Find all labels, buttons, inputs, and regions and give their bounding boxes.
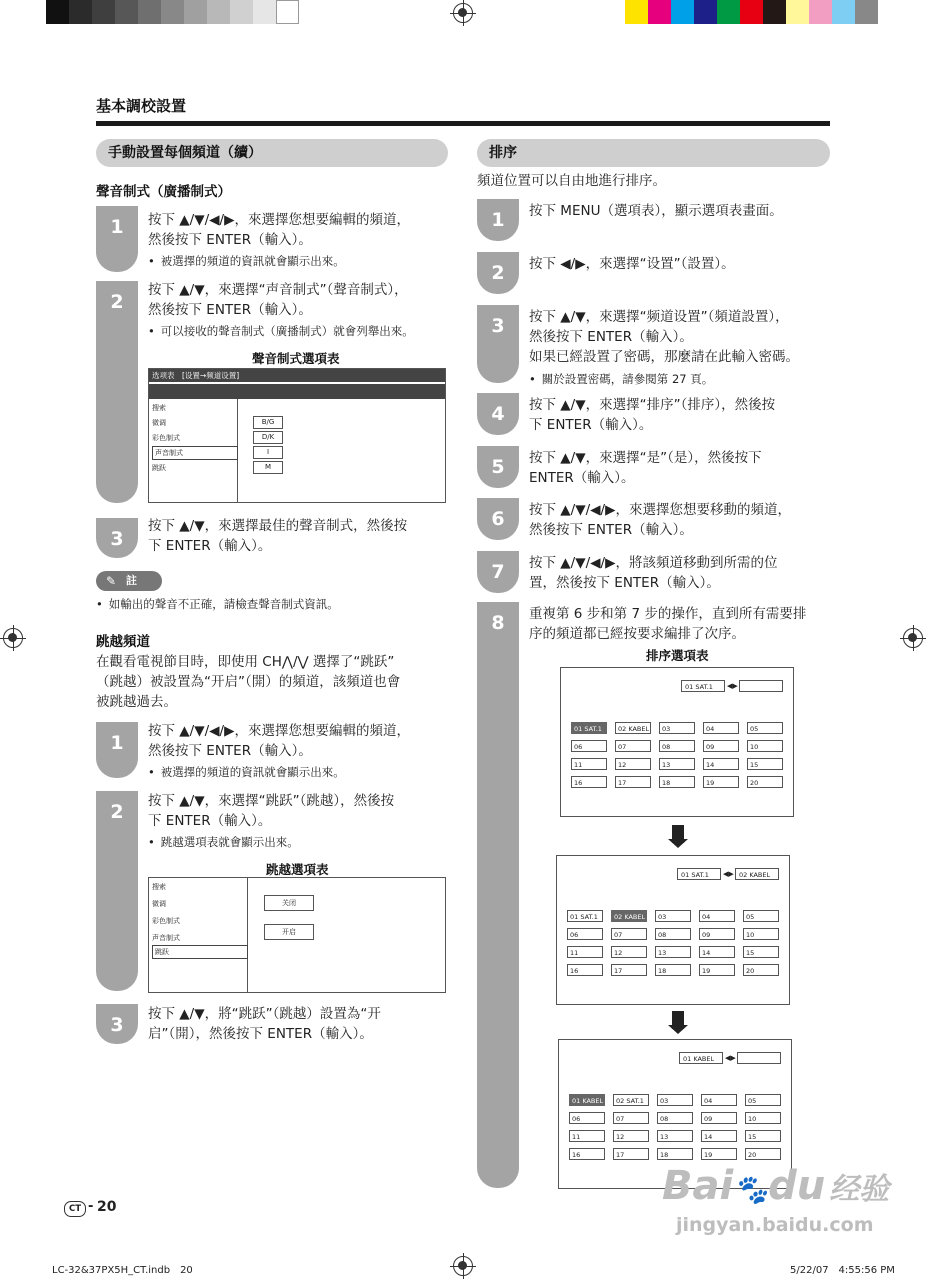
- sound-system-heading: 聲音制式（廣播制式）: [96, 184, 231, 200]
- registration-mark-icon: [903, 628, 923, 648]
- step-bullet: • 被選擇的頻道的資訊就會顯示出來。: [148, 253, 345, 269]
- channel-cell[interactable]: 04: [699, 910, 735, 922]
- step-text: 按下 MENU（選項表），顯示選項表畫面。: [529, 203, 783, 219]
- sort-target-field: 02 KABEL: [735, 868, 779, 880]
- color-swatch: [855, 0, 878, 24]
- channel-cell[interactable]: 14: [699, 946, 735, 958]
- header-rule: [96, 121, 830, 126]
- sort-menu-caption: 排序選項表: [646, 648, 709, 663]
- step-text: 按下 ▲/▼，來選擇“频道设置”（頻道設置）， 然後按下 ENTER（輸入）。 如果已經設置了密碼，那麼請在此輸入密碼。: [529, 309, 799, 365]
- gray-swatch: [92, 0, 115, 24]
- channel-cell[interactable]: 19: [701, 1148, 737, 1160]
- step-text: 按下 ◀/▶，來選擇“设置”（設置）。: [529, 256, 735, 272]
- menu-item-selected[interactable]: 声音制式: [152, 446, 238, 460]
- channel-cell[interactable]: 07: [613, 1112, 649, 1124]
- menu-item[interactable]: 搜索: [152, 883, 166, 891]
- step-text: 按下 ▲/▼/◀/▶，來選擇您想要編輯的頻道， 然後按下 ENTER（輸入）。: [148, 212, 410, 248]
- menu-item[interactable]: 彩色制式: [152, 434, 180, 442]
- channel-cell[interactable]: 11: [567, 946, 603, 958]
- sort-source-field: 01 KABEL: [679, 1052, 723, 1064]
- section-title-manual-setup: 手動設置每個頻道（續）: [96, 139, 448, 167]
- step-marker: 2: [96, 281, 138, 503]
- sound-option-button[interactable]: M: [253, 461, 283, 474]
- watermark-logo: Bai🐾du 经验: [662, 1163, 890, 1209]
- step-text: 按下 ▲/▼，來選擇“声音制式”（聲音制式）， 然後按下 ENTER（輸入）。: [148, 282, 408, 318]
- channel-cell[interactable]: 02 KABEL: [615, 722, 651, 734]
- gray-swatch: [138, 0, 161, 24]
- channel-cell[interactable]: 05: [747, 722, 783, 734]
- channel-cell[interactable]: 13: [657, 1130, 693, 1142]
- step-bullet: • 關於設置密碼，請參閱第 27 頁。: [529, 371, 713, 387]
- channel-cell[interactable]: 15: [747, 758, 783, 770]
- page-badge: CT: [64, 1201, 86, 1217]
- sort-source-field: 01 SAT.1: [677, 868, 721, 880]
- page-number: 20: [97, 1199, 117, 1215]
- sort-target-field: [737, 1052, 781, 1064]
- menu-item-selected[interactable]: 跳跃: [152, 945, 248, 959]
- channel-cell[interactable]: 11: [571, 758, 607, 770]
- step-marker: 1: [96, 722, 138, 778]
- step-bullet: • 被選擇的頻道的資訊就會顯示出來。: [148, 764, 345, 780]
- step-text: 按下 ▲/▼，將“跳跃”（跳越）設置為“开 启”（開），然後按下 ENTER（輸入）。: [148, 1006, 381, 1042]
- menu-item[interactable]: 微调: [152, 900, 166, 908]
- footer-file: LC-32&37PX5H_CT.indb 20: [52, 1265, 193, 1276]
- color-swatch: [625, 0, 648, 24]
- channel-cell[interactable]: 05: [745, 1094, 781, 1106]
- channel-cell[interactable]: 06: [569, 1112, 605, 1124]
- registration-mark-icon: [3, 628, 23, 648]
- step-marker: 2: [96, 791, 138, 991]
- step-marker: 5: [477, 446, 519, 488]
- note-label: ✎ 註: [96, 571, 162, 591]
- skip-menu-caption: 跳越選項表: [266, 862, 329, 877]
- step-marker: 7: [477, 551, 519, 593]
- step-marker: 8: [477, 602, 519, 1188]
- channel-cell[interactable]: 02 SAT.1: [613, 1094, 649, 1106]
- step-bullet: • 跳越選項表就會顯示出來。: [148, 834, 299, 850]
- gray-swatch: [276, 0, 299, 24]
- step-marker: 1: [477, 199, 519, 241]
- channel-cell[interactable]: 01 SAT.1: [567, 910, 603, 922]
- menu-band: [149, 384, 445, 399]
- channel-cell[interactable]: 07: [611, 928, 647, 940]
- gray-swatch: [69, 0, 92, 24]
- step-text: 按下 ▲/▼，來選擇“排序”（排序），然後按 下 ENTER（輸入）。: [529, 397, 776, 433]
- color-swatch: [832, 0, 855, 24]
- menu-item[interactable]: 搜索: [152, 404, 166, 412]
- color-swatch: [648, 0, 671, 24]
- paperclip-icon: ✎: [106, 574, 117, 588]
- channel-cell[interactable]: 08: [655, 928, 691, 940]
- sound-option-button[interactable]: B/G: [253, 416, 283, 429]
- channel-cell[interactable]: 06: [571, 740, 607, 752]
- channel-cell[interactable]: 08: [659, 740, 695, 752]
- channel-cell[interactable]: 12: [613, 1130, 649, 1142]
- watermark-url: jingyan.baidu.com: [676, 1214, 874, 1236]
- down-arrow-icon: [672, 825, 684, 843]
- sort-menu-grid: [560, 667, 794, 817]
- step-text: 重複第 6 步和第 7 步的操作，直到所有需要排 序的頻道都已經按要求編排了次序。: [529, 606, 807, 642]
- channel-cell[interactable]: 03: [655, 910, 691, 922]
- step-text: 按下 ▲/▼，來選擇最佳的聲音制式，然後按 下 ENTER（輸入）。: [148, 518, 408, 554]
- channel-cell[interactable]: 18: [657, 1148, 693, 1160]
- step-bullet: • 可以接收的聲音制式（廣播制式）就會列舉出來。: [148, 323, 414, 339]
- channel-cell[interactable]: 16: [571, 776, 607, 788]
- skip-intro: 在觀看電視節目時，即使用 CH⋀/⋁ 選擇了“跳跃” （跳越）被設置為“开启”（開）的頻道，該頻道也會 被跳越過去。: [96, 654, 401, 710]
- channel-cell[interactable]: 14: [701, 1130, 737, 1142]
- gray-swatch: [253, 0, 276, 24]
- step-marker: 1: [96, 206, 138, 272]
- step-text: 按下 ▲/▼/◀/▶，來選擇您想要編輯的頻道， 然後按下 ENTER（輸入）。: [148, 723, 410, 759]
- swap-arrows-icon: ◀▶: [725, 1054, 736, 1062]
- sound-option-button[interactable]: I: [253, 446, 283, 459]
- page-title: 基本調校設置: [96, 97, 187, 115]
- channel-cell[interactable]: 03: [659, 722, 695, 734]
- channel-cell[interactable]: 10: [747, 740, 783, 752]
- step-marker: 2: [477, 252, 519, 294]
- channel-cell[interactable]: 19: [703, 776, 739, 788]
- channel-cell[interactable]: 20: [743, 964, 779, 976]
- channel-cell[interactable]: 08: [657, 1112, 693, 1124]
- menu-item[interactable]: 彩色制式: [152, 917, 180, 925]
- channel-cell[interactable]: 19: [699, 964, 735, 976]
- step-marker: 3: [96, 1004, 138, 1044]
- channel-cell[interactable]: 05: [743, 910, 779, 922]
- channel-cell[interactable]: 17: [611, 964, 647, 976]
- section-title-sorting: 排序: [477, 139, 830, 167]
- step-marker: 6: [477, 498, 519, 540]
- menu-item[interactable]: 声音制式: [152, 934, 180, 942]
- menu-item[interactable]: 微调: [152, 419, 166, 427]
- channel-cell[interactable]: 18: [659, 776, 695, 788]
- channel-cell[interactable]: 10: [743, 928, 779, 940]
- sound-system-menu: [148, 368, 446, 503]
- sort-target-field: [739, 680, 783, 692]
- channel-cell[interactable]: 15: [745, 1130, 781, 1142]
- color-swatch: [671, 0, 694, 24]
- step-marker: 3: [477, 305, 519, 383]
- channel-cell[interactable]: 01 KABEL: [569, 1094, 605, 1106]
- channel-cell[interactable]: 16: [569, 1148, 605, 1160]
- color-swatch: [786, 0, 809, 24]
- channel-cell[interactable]: 06: [567, 928, 603, 940]
- menu-item[interactable]: 跳跃: [152, 464, 166, 472]
- step-text: 按下 ▲/▼/◀/▶，來選擇您想要移動的頻道， 然後按下 ENTER（輸入）。: [529, 502, 791, 538]
- channel-cell[interactable]: 20: [747, 776, 783, 788]
- channel-cell[interactable]: 09: [701, 1112, 737, 1124]
- channel-cell[interactable]: 09: [703, 740, 739, 752]
- gray-swatch: [46, 0, 69, 24]
- note-text: • 如輸出的聲音不正確，請檢查聲音制式資訊。: [96, 596, 339, 612]
- sorting-intro: 頻道位置可以自由地進行排序。: [477, 173, 666, 189]
- channel-cell[interactable]: 14: [703, 758, 739, 770]
- swap-arrows-icon: ◀▶: [727, 682, 738, 690]
- channel-cell[interactable]: 03: [657, 1094, 693, 1106]
- step-marker: 4: [477, 393, 519, 435]
- channel-cell[interactable]: 09: [699, 928, 735, 940]
- channel-cell[interactable]: 17: [615, 776, 651, 788]
- channel-cell[interactable]: 16: [567, 964, 603, 976]
- channel-cell[interactable]: 20: [745, 1148, 781, 1160]
- sort-source-field: 01 SAT.1: [681, 680, 725, 692]
- channel-cell[interactable]: 01 SAT.1: [571, 722, 607, 734]
- channel-cell[interactable]: 12: [611, 946, 647, 958]
- swap-arrows-icon: ◀▶: [723, 870, 734, 878]
- channel-cell[interactable]: 10: [745, 1112, 781, 1124]
- menu-header: 选项表 [设置→频道设置]: [149, 369, 445, 382]
- channel-cell[interactable]: 07: [615, 740, 651, 752]
- skip-menu: [148, 877, 446, 993]
- step-text: 按下 ▲/▼，來選擇“跳跃”（跳越），然後按 下 ENTER（輸入）。: [148, 793, 395, 829]
- gray-swatch: [115, 0, 138, 24]
- gray-swatch: [207, 0, 230, 24]
- color-swatch: [763, 0, 786, 24]
- skip-option-off-button[interactable]: 关闭: [264, 895, 314, 911]
- channel-cell[interactable]: 11: [569, 1130, 605, 1142]
- channel-cell[interactable]: 17: [613, 1148, 649, 1160]
- color-swatch: [809, 0, 832, 24]
- step-text: 按下 ▲/▼，來選擇“是”（是），然後按下 ENTER（輸入）。: [529, 450, 762, 486]
- footer-date: 5/22/07 4:55:56 PM: [790, 1265, 895, 1276]
- registration-mark-icon: [453, 1256, 473, 1276]
- gray-swatch: [161, 0, 184, 24]
- skip-option-on-button[interactable]: 开启: [264, 924, 314, 940]
- paw-icon: 🐾: [733, 1173, 769, 1206]
- channel-cell[interactable]: 04: [703, 722, 739, 734]
- channel-cell[interactable]: 13: [655, 946, 691, 958]
- channel-cell[interactable]: 02 KABEL: [611, 910, 647, 922]
- down-arrow-icon: [672, 1011, 684, 1029]
- sort-menu-grid: [556, 855, 790, 1005]
- channel-cell[interactable]: 04: [701, 1094, 737, 1106]
- color-swatch: [740, 0, 763, 24]
- sound-menu-caption: 聲音制式選項表: [252, 351, 340, 366]
- channel-cell[interactable]: 12: [615, 758, 651, 770]
- sound-option-button[interactable]: D/K: [253, 431, 283, 444]
- channel-cell[interactable]: 15: [743, 946, 779, 958]
- color-swatch: [717, 0, 740, 24]
- gray-swatch: [230, 0, 253, 24]
- page-number-dash: -: [88, 1199, 94, 1214]
- step-text: 按下 ▲/▼/◀/▶，將該頻道移動到所需的位 置，然後按下 ENTER（輸入）。: [529, 555, 778, 591]
- registration-mark-icon: [453, 3, 473, 23]
- step-marker: 3: [96, 518, 138, 558]
- channel-cell[interactable]: 18: [655, 964, 691, 976]
- channel-cell[interactable]: 13: [659, 758, 695, 770]
- skip-heading: 跳越頻道: [96, 634, 150, 650]
- gray-swatch: [184, 0, 207, 24]
- color-swatch: [694, 0, 717, 24]
